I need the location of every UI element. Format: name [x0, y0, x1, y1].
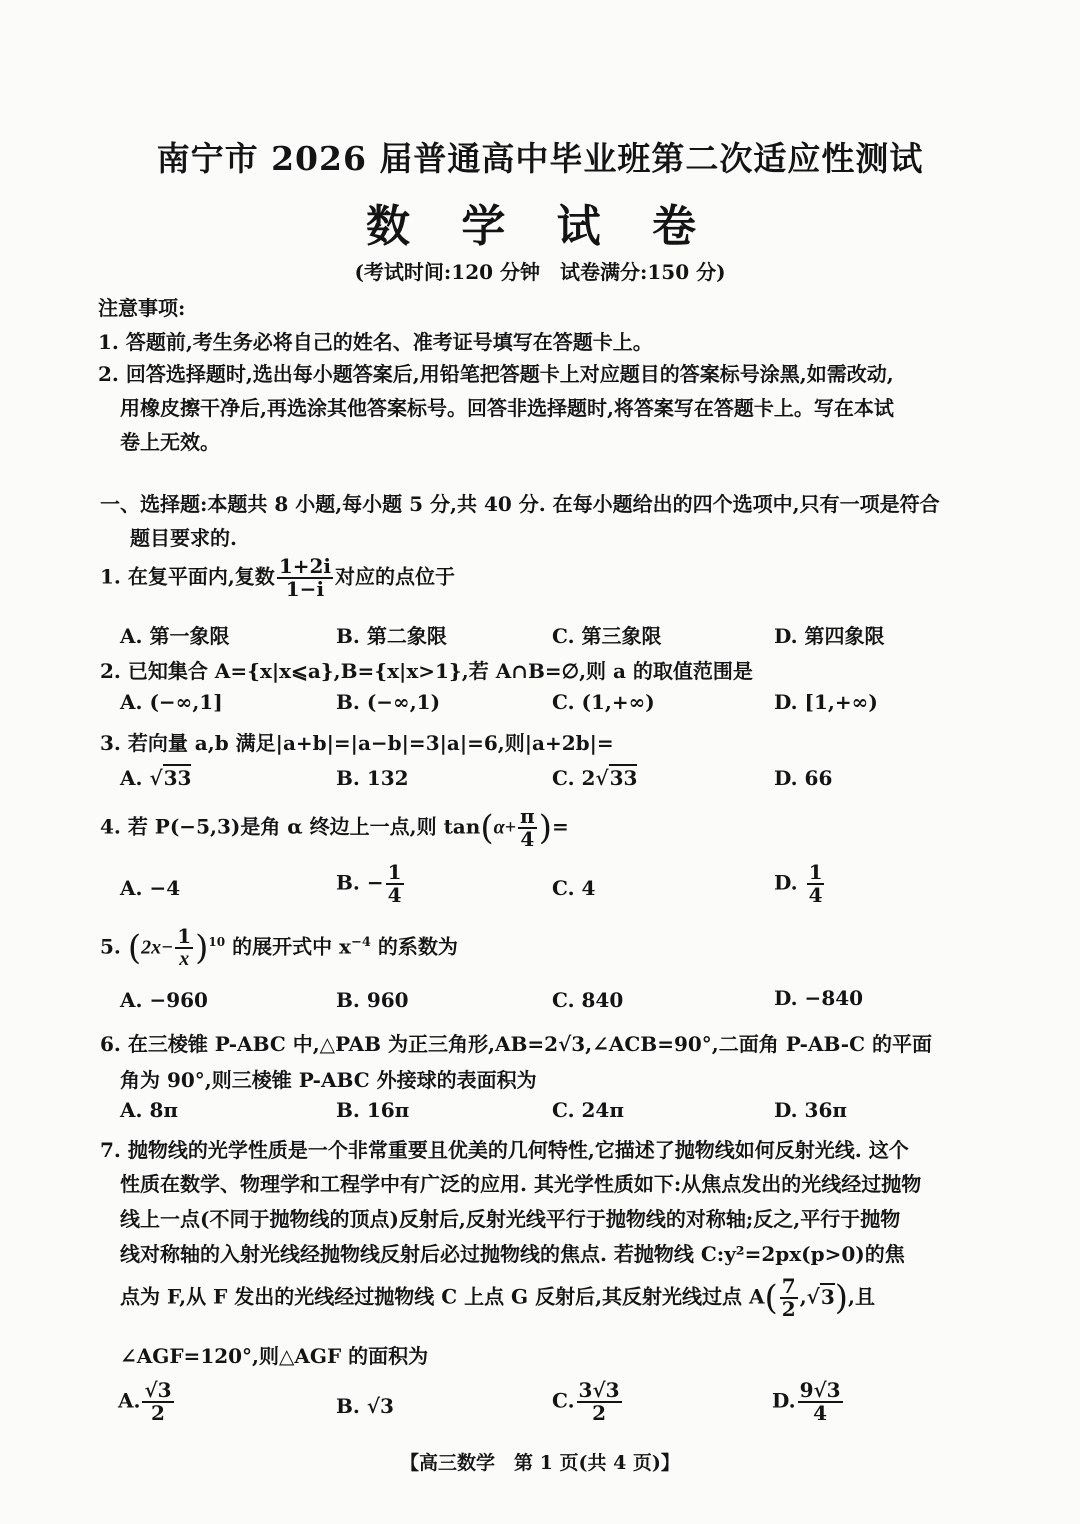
question-4-option-b-num: 1	[387, 860, 402, 884]
question-7-option-d-den: 4	[813, 1401, 828, 1425]
question-3-stem: 3. 若向量 a,b 满足|a+b|=|a−b|=3|a|=6,则|a+2b|=	[100, 731, 614, 755]
question-4-option-c: C. 4	[552, 876, 596, 900]
question-5-fraction-num: 1	[177, 924, 192, 948]
question-3-option-a-pre: A. √	[120, 766, 163, 790]
question-7-paren-right: )	[834, 1278, 849, 1318]
question-7-stem-line2: 性质在数学、物理学和工程学中有广泛的应用. 其光学性质如下:从焦点发出的光线经过抛物	[120, 1172, 922, 1196]
question-2-stem: 2. 已知集合 A={x|x⩽a},B={x|x>1},若 A∩B=∅,则 a 的取值范围是	[100, 659, 753, 683]
question-1-stem	[100, 556, 455, 600]
question-4-option-b-den: 4	[387, 883, 402, 907]
question-2-option-c: C. (1,+∞)	[552, 690, 655, 714]
question-1-pre: 1. 在复平面内,复数	[100, 564, 275, 589]
question-7-option-d-num: 9√3	[799, 1378, 841, 1402]
question-4-option-d-pre: D.	[774, 870, 805, 895]
question-5-option-b: B. 960	[336, 988, 409, 1012]
exam-time-score: (考试时间:120 分钟 试卷满分:150 分)	[354, 260, 726, 284]
question-7-option-d	[772, 1380, 845, 1424]
question-5-option-c: C. 840	[552, 988, 624, 1012]
question-7-option-c	[552, 1380, 624, 1424]
question-3-option-a-radicand: 33	[163, 766, 192, 790]
section1-instruction-line2: 题目要求的.	[130, 526, 237, 550]
question-5-fraction	[175, 926, 193, 970]
question-5-fraction-den: x	[179, 948, 190, 970]
question-4-stem	[100, 806, 569, 850]
page-footer: 【高三数学 第 1 页(共 4 页)】	[400, 1452, 680, 1474]
question-4-pre: 4. 若 P(−5,3)是角 α 终边上一点,则 tan	[100, 814, 481, 839]
question-1-fraction-num: 1+2i	[278, 554, 331, 578]
question-4-option-b-fraction	[386, 862, 404, 906]
question-7-option-c-num: 3√3	[578, 1378, 620, 1402]
exam-subject-title: 数 学 试 卷	[366, 201, 714, 252]
question-4-option-d	[774, 862, 826, 906]
notice-item-2-line3: 卷上无效。	[120, 430, 220, 454]
exam-title: 南宁市 2026 届普通高中毕业班第二次适应性测试	[156, 139, 924, 178]
question-1-option-b: B. 第二象限	[336, 624, 447, 648]
question-7-line5-num: 7	[781, 1274, 796, 1298]
question-5-inner: 2x−	[141, 936, 174, 959]
notice-item-1: 1. 答题前,考生务必将自己的姓名、准考证号填写在答题卡上。	[98, 330, 653, 354]
notice-item-2-line1: 2. 回答选择题时,选出每小题答案后,用铅笔把答题卡上对应题目的答案标号涂黑,如需改动,	[98, 362, 894, 386]
question-5-post2: 的系数为	[370, 934, 458, 959]
question-7-option-c-den: 2	[592, 1401, 606, 1425]
question-7-stem-line3: 线上一点(不同于抛物线的顶点)反射后,反射光线平行于抛物线的对称轴;反之,平行于抛物	[120, 1207, 901, 1231]
question-5-pre: 5.	[100, 934, 128, 959]
question-5-post: 的展开式中 x	[225, 934, 351, 959]
question-4-option-b-pre: B. −	[336, 870, 384, 895]
question-6-option-b: B. 16π	[336, 1098, 410, 1122]
question-1-post: 对应的点位于	[335, 564, 455, 589]
question-7-line5-post: ,且	[848, 1284, 875, 1309]
question-6-stem-line2: 角为 90°,则三棱锥 P-ABC 外接球的表面积为	[120, 1068, 537, 1092]
question-4-paren-right: )	[538, 808, 552, 848]
question-3-option-a	[120, 766, 191, 790]
question-7-option-c-pre: C.	[552, 1388, 575, 1413]
question-3-option-d: D. 66	[774, 766, 833, 790]
question-7-option-c-fraction	[577, 1380, 622, 1424]
question-3-option-c-radicand: 33	[609, 766, 638, 790]
question-2-option-d: D. [1,+∞)	[774, 690, 878, 714]
question-1-option-d: D. 第四象限	[774, 624, 885, 648]
question-3-option-c	[552, 766, 637, 790]
question-4-option-b	[336, 862, 406, 906]
question-2-option-b: B. (−∞,1)	[336, 690, 441, 714]
question-4-fraction-num: π	[520, 804, 535, 828]
question-3-option-c-pre: C. 2√	[552, 766, 609, 790]
question-5-option-d: D. −840	[774, 986, 864, 1010]
question-3-option-b: B. 132	[336, 766, 409, 790]
question-7-option-a	[118, 1380, 176, 1424]
question-2-option-a: A. (−∞,1]	[120, 690, 223, 714]
question-1-option-a: A. 第一象限	[120, 624, 230, 648]
question-1-fraction-den: 1−i	[285, 577, 325, 601]
question-7-line5-radicand: 3	[820, 1284, 835, 1309]
question-4-fraction	[518, 806, 537, 850]
question-7-line5-pre: 点为 F,从 F 发出的光线经过抛物线 C 上点 G 反射后,其反射光线过点 A	[120, 1284, 765, 1309]
question-7-stem-line4: 线对称轴的入射光线经抛物线反射后必过抛物线的焦点. 若抛物线 C:y²=2px(p>0)的焦	[120, 1242, 905, 1266]
question-1-fraction	[277, 556, 333, 600]
question-4-option-d-den: 4	[808, 883, 823, 907]
question-4-inner: α+	[493, 816, 517, 839]
question-4-option-d-num: 1	[808, 860, 823, 884]
question-4-paren-left: (	[480, 808, 494, 848]
question-4-post: =	[551, 814, 569, 839]
question-5-option-a: A. −960	[120, 988, 208, 1012]
question-1-option-c: C. 第三象限	[552, 624, 662, 648]
question-7-line5-den: 2	[781, 1297, 796, 1321]
question-5-paren-right: )	[195, 928, 209, 968]
question-5-stem	[100, 926, 458, 970]
question-7-stem-line6: ∠AGF=120°,则△AGF 的面积为	[120, 1344, 429, 1368]
question-5-paren-left: (	[127, 928, 142, 968]
question-7-option-a-pre: A.	[118, 1388, 141, 1413]
question-6-stem-line1: 6. 在三棱锥 P-ABC 中,△PAB 为正三角形,AB=2√3,∠ACB=90°,二面角 P-AB-C 的平面	[100, 1032, 932, 1056]
question-7-option-d-pre: D.	[772, 1388, 796, 1413]
question-4-option-a: A. −4	[120, 876, 181, 900]
notice-heading: 注意事项:	[98, 296, 186, 320]
question-7-line5-comma: ,√	[799, 1284, 820, 1309]
question-4-fraction-den: 4	[520, 827, 535, 851]
question-7-option-a-num: √3	[144, 1378, 172, 1402]
question-7-stem-line5	[120, 1276, 875, 1320]
question-5-post-exponent: −4	[350, 934, 371, 950]
question-7-stem-line1: 7. 抛物线的光学性质是一个非常重要且优美的几何特性,它描述了抛物线如何反射光线. 这个	[100, 1138, 909, 1162]
question-7-option-a-den: 2	[151, 1401, 165, 1425]
question-5-exponent: 10	[208, 934, 226, 949]
notice-item-2-line2: 用橡皮擦干净后,再选涂其他答案标号。回答非选择题时,将答案写在答题卡上。写在本试	[120, 396, 894, 420]
question-7-option-a-fraction	[142, 1380, 173, 1424]
question-7-paren-left: (	[764, 1278, 778, 1318]
question-6-option-a: A. 8π	[120, 1098, 178, 1122]
question-7-line5-fraction	[780, 1276, 798, 1320]
section1-instruction-line1: 一、选择题:本题共 8 小题,每小题 5 分,共 40 分. 在每小题给出的四个选项中,只有一项是符合	[100, 492, 940, 516]
question-6-option-d: D. 36π	[774, 1098, 848, 1122]
question-7-option-b: B. √3	[336, 1394, 394, 1418]
question-6-option-c: C. 24π	[552, 1098, 624, 1122]
question-7-option-d-fraction	[798, 1380, 843, 1424]
question-4-option-d-fraction	[807, 862, 825, 906]
